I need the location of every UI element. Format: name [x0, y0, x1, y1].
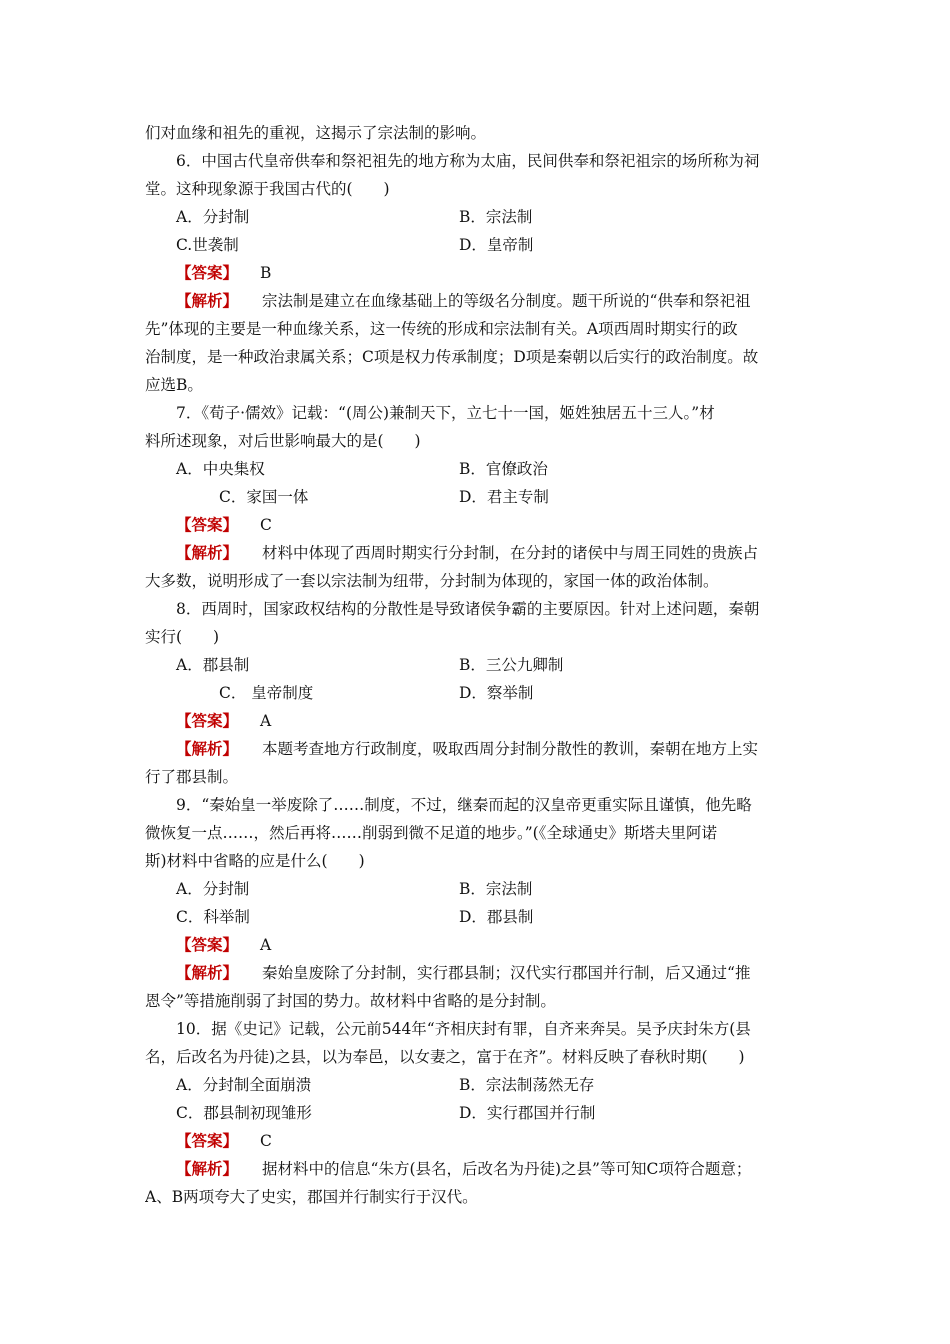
option-row: [145, 483, 813, 511]
lead-text: 们对血缘和祖先的重视，这揭示了宗法制的影响。: [145, 124, 487, 142]
analysis-tag: 【解析】: [176, 1159, 239, 1178]
question-stem: 9．“秦始皇一举废除了……制度，不过，继秦而起的汉皇帝更重实际且谨慎，他先略: [176, 796, 752, 814]
answer-tag: 【答案】: [176, 515, 239, 534]
question-stem: 斯)材料中省略的应是什么( ): [145, 852, 365, 870]
option-row: [145, 231, 813, 259]
question-stem: 微恢复一点……，然后再将……削弱到微不足道的地步。”(《全球通史》斯塔夫里阿诺: [145, 824, 717, 842]
analysis-tag: 【解析】: [176, 543, 239, 562]
analysis-text: 行了郡县制。: [145, 768, 239, 786]
option-row: [145, 455, 813, 483]
answer-tag: 【答案】: [176, 263, 239, 282]
option-row: [145, 875, 813, 903]
analysis-text: 大多数，说明形成了一套以宗法制为纽带，分封制为体现的，家国一体的政治体制。: [145, 572, 719, 590]
option-row: [145, 679, 813, 707]
option-a: A．郡县制: [176, 656, 250, 674]
option-a: A．分封制: [176, 880, 250, 898]
question-7: [145, 399, 813, 595]
option-b: B．宗法制荡然无存: [459, 1076, 595, 1094]
option-d: D．君主专制: [459, 488, 549, 506]
option-d: D．察举制: [459, 684, 534, 702]
analysis-text: 恩令”等措施削弱了封国的势力。故材料中省略的是分封制。: [145, 992, 556, 1010]
option-c: C． 皇帝制度: [219, 684, 314, 702]
analysis-text: 据材料中的信息“朱方(县名，后改名为丹徒)之县”等可知C项符合题意；: [262, 1160, 752, 1178]
option-a: A．分封制全面崩溃: [176, 1076, 312, 1094]
option-c: C.世袭制: [176, 236, 239, 254]
question-stem: 实行( ): [145, 628, 220, 646]
option-c: C．科举制: [176, 908, 250, 926]
analysis-line: [145, 735, 813, 763]
answer-value: A: [260, 712, 272, 730]
option-a: A．分封制: [176, 208, 250, 226]
option-d: D．实行郡国并行制: [459, 1104, 596, 1122]
analysis-text: 应选B。: [145, 376, 203, 394]
answer-tag: 【答案】: [176, 1131, 239, 1150]
analysis-tag: 【解析】: [176, 739, 239, 758]
question-9: [145, 791, 813, 1015]
option-d: D．郡县制: [459, 908, 534, 926]
analysis-text: A、B两项夸大了史实，郡国并行制实行于汉代。: [145, 1188, 478, 1206]
answer-value: C: [260, 516, 272, 534]
answer-line: [145, 931, 813, 959]
question-8: [145, 595, 813, 791]
analysis-line: [145, 287, 813, 315]
analysis-line: [145, 959, 813, 987]
question-stem: 堂。这种现象源于我国古代的( ): [145, 180, 390, 198]
option-b: B．三公九卿制: [459, 656, 564, 674]
question-6: [145, 147, 813, 399]
answer-line: [145, 707, 813, 735]
option-a: A．中央集权: [176, 460, 265, 478]
option-row: [145, 1099, 813, 1127]
option-c: C．家国一体: [219, 488, 309, 506]
answer-tag: 【答案】: [176, 711, 239, 730]
option-d: D．皇帝制: [459, 236, 534, 254]
analysis-text: 先”体现的主要是一种血缘关系，这一传统的形成和宗法制有关。A项西周时期实行的政: [145, 320, 738, 338]
question-stem: 8．西周时，国家政权结构的分散性是导致诸侯争霸的主要原因。针对上述问题，秦朝: [176, 600, 760, 618]
option-b: B．官僚政治: [459, 460, 548, 478]
answer-value: A: [260, 936, 272, 954]
answer-line: [145, 511, 813, 539]
question-list: [145, 119, 813, 1211]
analysis-line: [145, 1155, 813, 1183]
question-stem: 料所述现象，对后世影响最大的是( ): [145, 432, 421, 450]
option-row: [145, 903, 813, 931]
question-stem: 7．《荀子·儒效》记载：“(周公)兼制天下，立七十一国，姬姓独居五十三人。”材: [176, 404, 715, 422]
analysis-text: 秦始皇废除了分封制，实行郡县制；汉代实行郡国并行制，后又通过“推: [262, 964, 751, 982]
option-b: B．宗法制: [459, 208, 533, 226]
analysis-tag: 【解析】: [176, 291, 239, 310]
question-stem: 6．中国古代皇帝供奉和祭祀祖先的地方称为太庙，民间供奉和祭祀祖宗的场所称为祠: [176, 152, 760, 170]
option-c: C．郡县制初现雏形: [176, 1104, 312, 1122]
analysis-text: 宗法制是建立在血缘基础上的等级名分制度。题干所说的“供奉和祭祀祖: [262, 292, 751, 310]
option-row: [145, 651, 813, 679]
question-10: [145, 1015, 813, 1211]
analysis-tag: 【解析】: [176, 963, 239, 982]
option-row: [145, 203, 813, 231]
analysis-text: 治制度，是一种政治隶属关系；C项是权力传承制度；D项是秦朝以后实行的政治制度。故: [145, 348, 759, 366]
answer-value: B: [260, 264, 272, 282]
answer-tag: 【答案】: [176, 935, 239, 954]
option-b: B．宗法制: [459, 880, 533, 898]
answer-line: [145, 1127, 813, 1155]
question-stem: 名，后改名为丹徒)之县，以为奉邑，以女妻之，富于在齐”。材料反映了春秋时期( ): [145, 1048, 745, 1066]
analysis-text: 材料中体现了西周时期实行分封制，在分封的诸侯中与周王同姓的贵族占: [262, 544, 759, 562]
analysis-text: 本题考查地方行政制度，吸取西周分封制分散性的教训，秦朝在地方上实: [262, 740, 759, 758]
answer-value: C: [260, 1132, 272, 1150]
question-stem: 10．据《史记》记载，公元前544年“齐相庆封有罪，自齐来奔吴。吴予庆封朱方(县: [176, 1020, 751, 1038]
option-row: [145, 1071, 813, 1099]
analysis-line: [145, 539, 813, 567]
answer-line: [145, 259, 813, 287]
